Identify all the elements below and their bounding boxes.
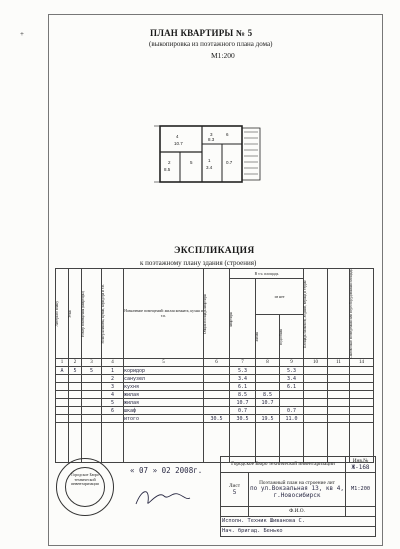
cell-apt: [82, 399, 102, 407]
cell-apt: [82, 383, 102, 391]
col-header-unauth: Самовольно возведенная или переоборудованная площадь: [350, 269, 374, 359]
title-block-executor: Исполн. Техник Шиванова С.: [221, 517, 376, 527]
title-block-fio: Ф.И.О.: [249, 507, 346, 517]
area-label-5: 0.7: [226, 160, 233, 165]
cell-empty: [328, 391, 350, 399]
page-title: ПЛАН КВАРТИРЫ № 5: [150, 28, 253, 38]
cell-name: жилая: [124, 399, 204, 407]
cell-empty: [350, 375, 374, 383]
cell-total: [204, 391, 230, 399]
issue-date: « 07 » 02 2008г.: [130, 466, 203, 475]
cell-empty: [350, 407, 374, 415]
cell-empty: [328, 415, 350, 423]
col-header-empty: [328, 269, 350, 359]
cell-empty: [350, 391, 374, 399]
cell-apt_area: 3.4: [230, 375, 256, 383]
cell-name: кухня: [124, 383, 204, 391]
table-row: [56, 407, 374, 415]
cell-living: [256, 375, 280, 383]
col-header-floor: Этаж: [69, 269, 82, 359]
cell-empty: [350, 383, 374, 391]
cell-apt: 5: [82, 367, 102, 375]
cell-liter: [56, 375, 69, 383]
cell-name: коридор: [124, 367, 204, 375]
cell-balcony: [304, 375, 328, 383]
area-label-4: 10.7: [174, 141, 183, 146]
cell-num: 3: [102, 383, 124, 391]
cell-floor: [69, 375, 82, 383]
corner-mark: +: [20, 30, 24, 38]
cell-liter: [56, 383, 69, 391]
area-label-2: 8.5: [164, 167, 171, 172]
cell-living: 8.5: [256, 391, 280, 399]
cell-balcony: [304, 415, 328, 423]
cell-living: [256, 383, 280, 391]
cell-apt_area: 6.1: [230, 383, 256, 391]
cell-floor: [69, 383, 82, 391]
cell-apt: [82, 407, 102, 415]
cell-empty: [328, 383, 350, 391]
cell-aux: 3.4: [280, 375, 304, 383]
cell-liter: [56, 399, 69, 407]
room-label-3: 3: [210, 132, 213, 137]
column-number-row: 1 2 3 4 5 6 7 8 9 10 11 14: [56, 359, 374, 367]
cell-apt: [82, 391, 102, 399]
title-block-sheet: Лист 5: [221, 473, 249, 507]
cell-aux: 6.1: [280, 383, 304, 391]
cell-empty: [328, 399, 350, 407]
cell-liter: [56, 407, 69, 415]
table-row: [56, 391, 374, 399]
room-label-6: 6: [226, 132, 229, 137]
floor-plan: [150, 118, 265, 190]
col-header-apt-area: квартиры: [230, 279, 256, 359]
col-header-liter: Литера по плану: [56, 269, 69, 359]
cell-num: [102, 415, 124, 423]
cell-liter: [56, 391, 69, 399]
table-row: [56, 415, 374, 423]
cell-apt: [82, 375, 102, 383]
col-header-living: жилая: [256, 315, 280, 359]
cell-total: [204, 367, 230, 375]
cell-balcony: [304, 399, 328, 407]
cell-aux: [280, 391, 304, 399]
cell-apt_area: 0.7: [230, 407, 256, 415]
cell-liter: А: [56, 367, 69, 375]
table-row: [56, 375, 374, 383]
title-block: [220, 456, 375, 542]
cell-apt: [82, 415, 102, 423]
cell-num: 1: [102, 367, 124, 375]
cell-aux: [280, 399, 304, 407]
cell-floor: [69, 415, 82, 423]
cell-floor: 5: [69, 367, 82, 375]
col-header-room-num: Номер комнаты, кухни, коридора и т.п.: [102, 269, 124, 359]
col-header-apt: Номер помещения (квартиры): [82, 269, 102, 359]
cell-apt_area: 10.7: [230, 399, 256, 407]
cell-num: 6: [102, 407, 124, 415]
cell-total: [204, 399, 230, 407]
cell-floor: [69, 391, 82, 399]
cell-aux: 0.7: [280, 407, 304, 415]
area-label-3: 8.3: [208, 137, 215, 142]
room-label-4: 4: [176, 134, 179, 139]
cell-total: [204, 383, 230, 391]
cell-living: [256, 367, 280, 375]
cell-apt_area: 5.3: [230, 367, 256, 375]
cell-apt_area: 30.5: [230, 415, 256, 423]
cell-empty: [350, 367, 374, 375]
cell-apt_area: 8.5: [230, 391, 256, 399]
col-header-subgroup: из нее: [256, 279, 304, 315]
cell-num: 5: [102, 399, 124, 407]
cell-balcony: [304, 383, 328, 391]
explication-title: ЭКСПЛИКАЦИЯ: [174, 246, 255, 256]
cell-name: санузел: [124, 375, 204, 383]
cell-living: [256, 407, 280, 415]
cell-name: жилая: [124, 391, 204, 399]
cell-balcony: [304, 407, 328, 415]
explication-table: [55, 268, 374, 463]
cell-name: итого: [124, 415, 204, 423]
title-block-doc: Поэтажный план на строение лит по ул.Вокзальная 13, кв 4, г.Новосибирск: [249, 473, 346, 507]
cell-balcony: [304, 367, 328, 375]
col-header-aux: подсобная: [280, 315, 304, 359]
room-label-2: 2: [168, 160, 171, 165]
col-header-total: Общая площадь квартиры: [204, 269, 230, 359]
title-block-org: Городское Бюро технической инвентаризации: [221, 457, 346, 473]
cell-total: 30.5: [204, 415, 230, 423]
cell-aux: 5.3: [280, 367, 304, 375]
col-header-purpose: Назначение помещений: жилая комната, кухня и т.п.: [124, 269, 204, 359]
cell-num: 2: [102, 375, 124, 383]
plan-outline: [160, 126, 242, 182]
title-block-inv: Инв.№ Ж-168: [346, 457, 376, 473]
table-row: [56, 399, 374, 407]
cell-total: [204, 407, 230, 415]
stamp-seal: Городское Бюро технической инвентаризации: [56, 458, 114, 516]
page-subtitle: (выкопировка из поэтажного плана дома): [149, 40, 273, 48]
cell-liter: [56, 415, 69, 423]
scale-label: М1:200: [211, 51, 235, 60]
cell-total: [204, 375, 230, 383]
col-header-balcony: Площадь балконов, лоджий, веранд и террас: [304, 269, 328, 359]
cell-name: шкаф: [124, 407, 204, 415]
cell-floor: [69, 399, 82, 407]
room-label-5: 5: [190, 160, 193, 165]
explication-rows: [56, 367, 374, 423]
table-row: [56, 383, 374, 391]
signature: [132, 484, 192, 510]
cell-empty: [328, 407, 350, 415]
explication-subtitle: к поэтажному плану здания (строения): [140, 259, 257, 267]
title-block-chief: Нач. бригад. Бенько: [221, 527, 376, 537]
title-block-scale: М1:200: [346, 473, 376, 507]
cell-empty: [328, 367, 350, 375]
cell-empty: [350, 399, 374, 407]
cell-living: 19.5: [256, 415, 280, 423]
room-label-1: 1: [208, 158, 211, 163]
cell-floor: [69, 407, 82, 415]
cell-num: 4: [102, 391, 124, 399]
cell-balcony: [304, 391, 328, 399]
cell-living: 10.7: [256, 399, 280, 407]
cell-aux: 11.0: [280, 415, 304, 423]
table-row: [56, 367, 374, 375]
area-label-1: 3.4: [206, 165, 213, 170]
cell-empty: [328, 375, 350, 383]
cell-empty: [350, 415, 374, 423]
col-header-group: В т.ч. площадь: [230, 269, 304, 279]
